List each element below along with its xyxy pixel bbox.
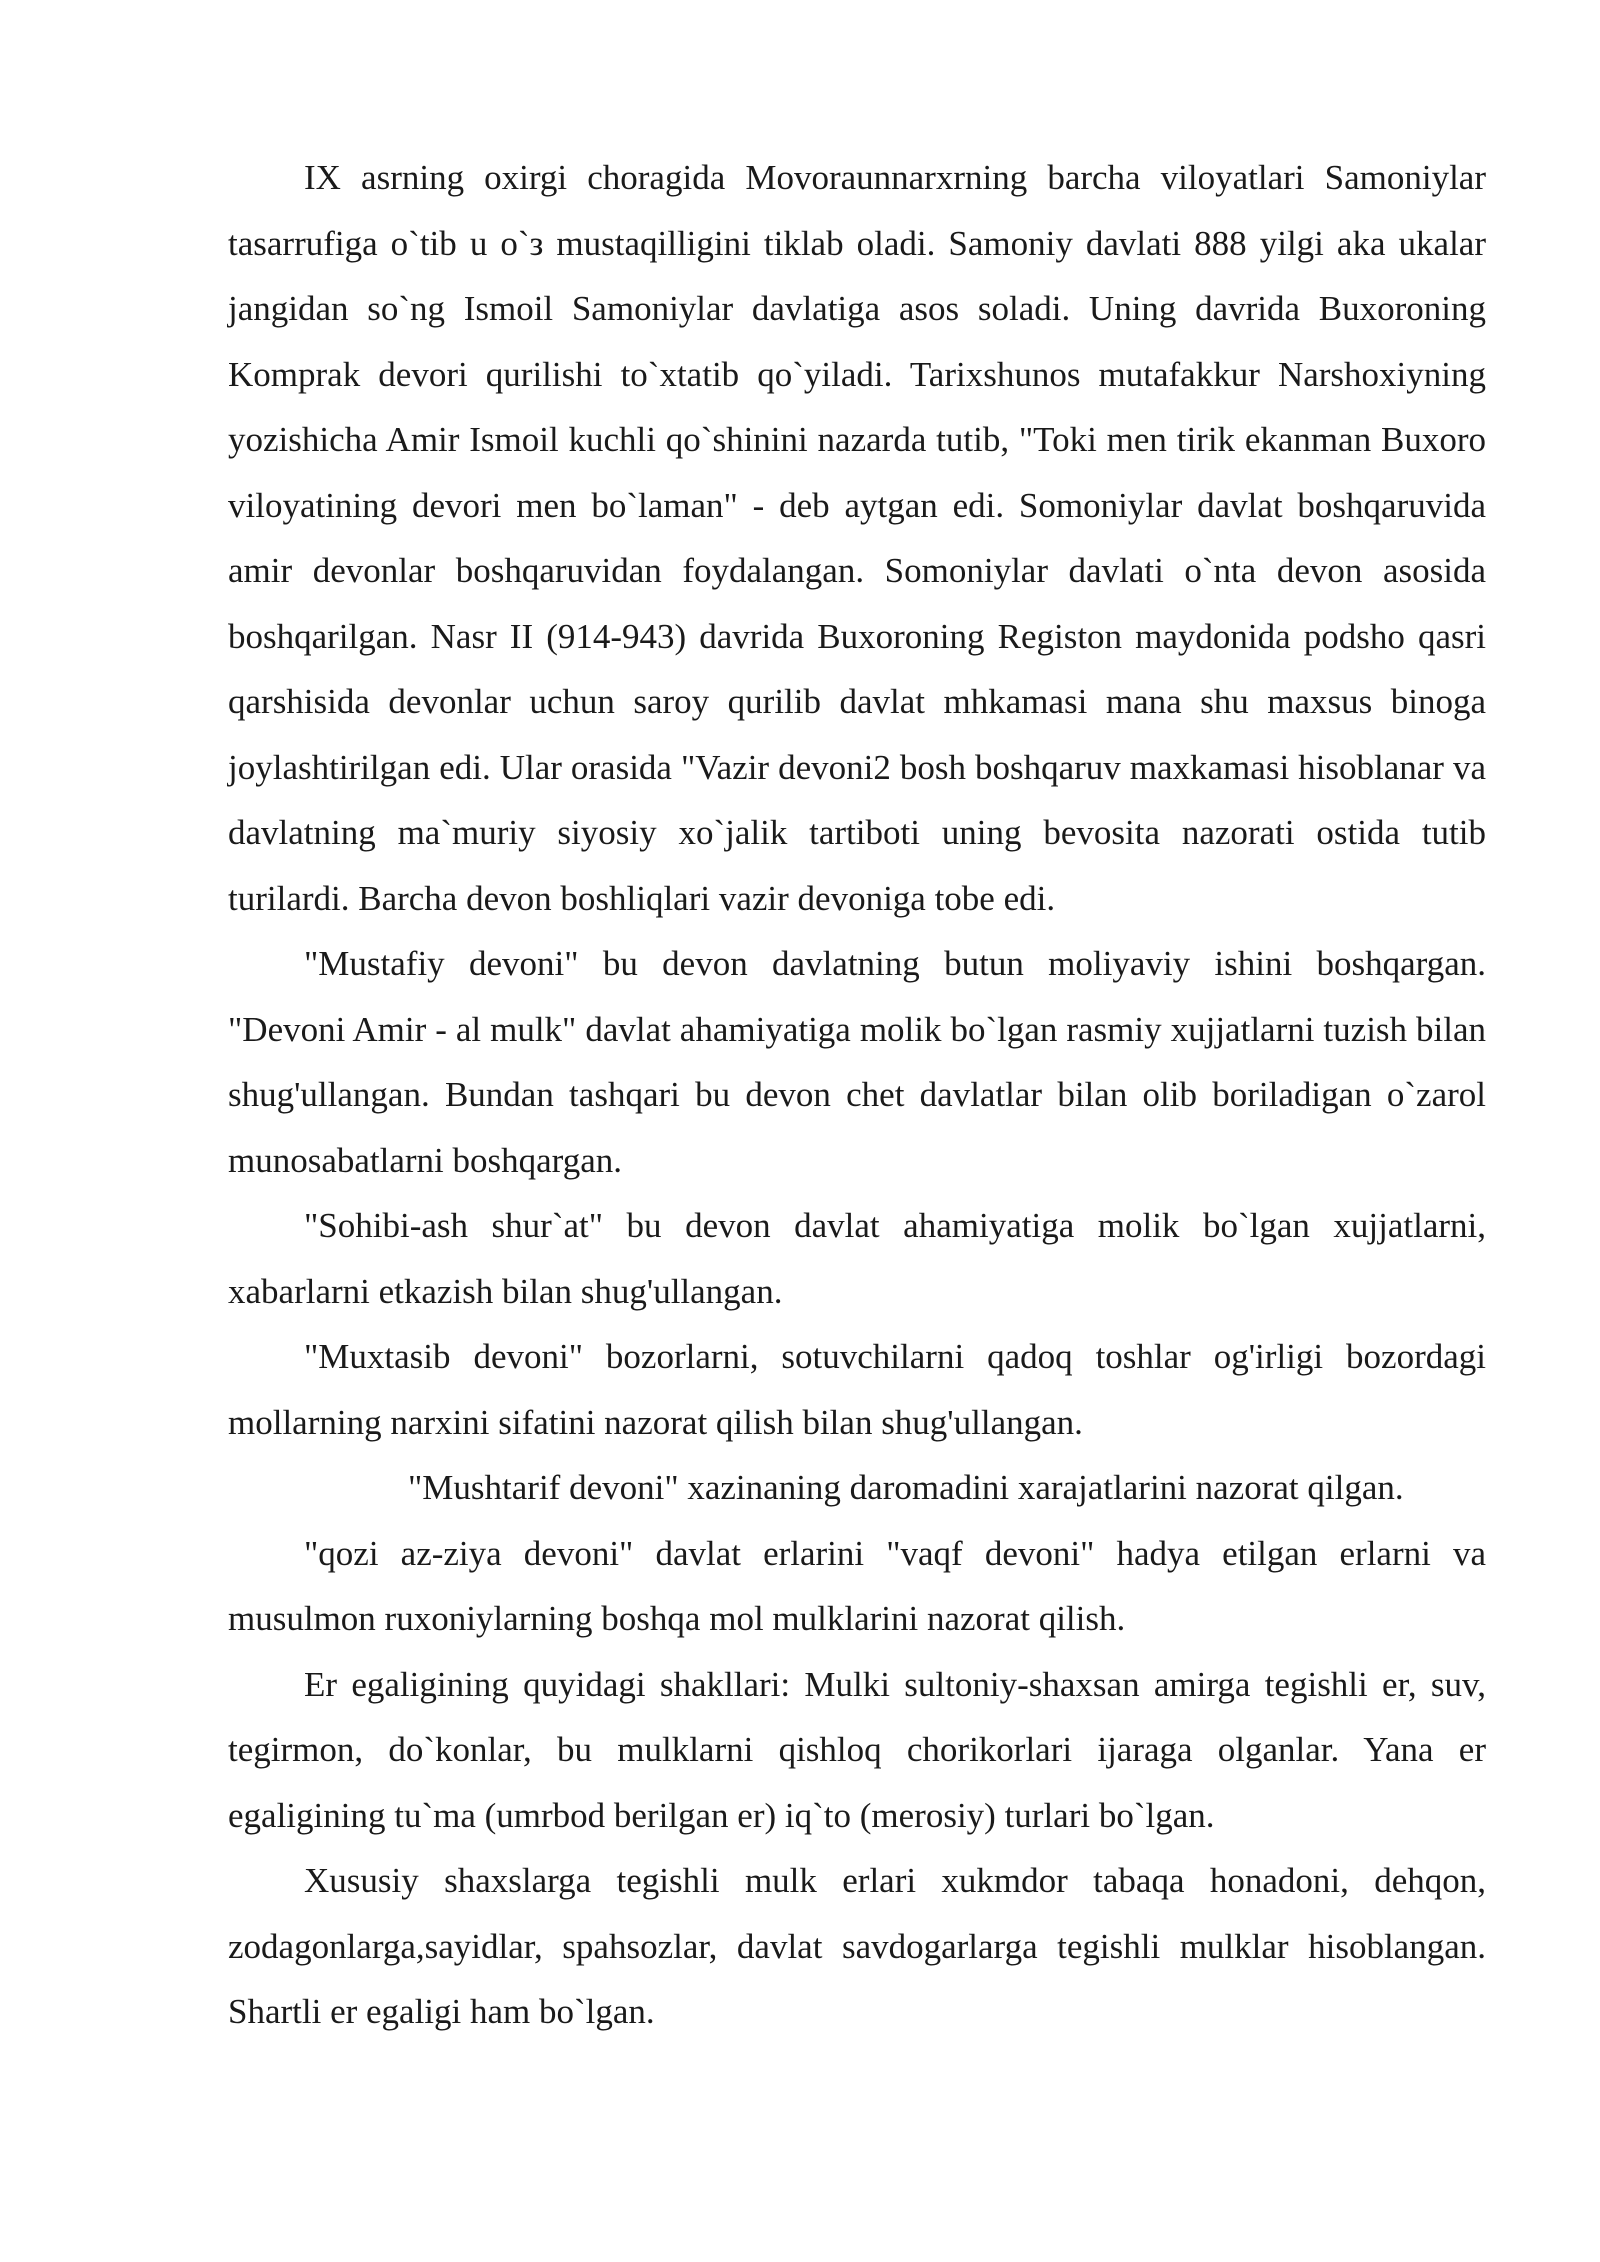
paragraph-mustafiy-devoni: "Mustafiy devoni" bu devon davlatning butun moliyaviy ishini boshqargan. "Devoni Amir - al mulk" davlat ahamiyatiga molik bo`lgan rasmiy xujjatlarni tuzish bilan shug'ullangan. Bundan tashqari bu devon chet davlatlar bilan olib boriladigan o`zarol munosabatlarni boshqargan.: [228, 944, 1486, 1180]
document-body: [228, 145, 1486, 2045]
paragraph-muxtasib-devoni: "Muxtasib devoni" bozorlarni, sotuvchilarni qadoq toshlar og'irligi bozordagi mollarning narxini sifatini nazorat qilish bilan shug'ullangan.: [228, 1337, 1486, 1442]
paragraph-samanids-intro: IX asrning oxirgi choragida Movoraunnarxrning barcha viloyatlari Samoniylar tasarrufiga o`tib u o`з mustaqilligini tiklab oladi. Samoniy davlati 888 yilgi aka ukalar jangidan so`ng Ismoil Samoniylar davlatiga asos soladi. Uning davrida Buxoroning Komprak devori qurilishi to`xtatib qo`yiladi. Tarixshunos mutafakkur Narshoxiyning yozishicha Amir Ismoil kuchli qo`shinini nazarda tutib, "Toki men tirik ekanman Buxoro viloyatining devori men bo`laman" - deb aytgan edi. Somoniylar davlat boshqaruvida amir devonlar boshqaruvidan foydalangan. Somoniylar davlati o`nta devon asosida boshqarilgan. Nasr II (914-943) davrida Buxoroning Registon maydonida podsho qasri qarshisida devonlar uchun saroy qurilib davlat mhkamasi mana shu maxsus binoga joylashtirilgan edi. Ular orasida "Vazir devoni2 bosh boshqaruv maxkamasi hisoblanar va davlatning ma`muriy siyosiy xo`jalik tartiboti uning bevosita nazorati ostida tutib turilardi. Barcha devon boshliqlari vazir devoniga tobe edi.: [228, 158, 1486, 918]
paragraph-qozi-az-ziya-devoni: "qozi az-ziya devoni" davlat erlarini "vaqf devoni" hadya etilgan erlarni va musulmon ruxoniylarning boshqa mol mulklarini nazorat qilish.: [228, 1533, 1486, 1638]
paragraph-mushtarif-devoni: "Mushtarif devoni" xazinaning daromadini xarajatlarini nazorat qilgan.: [408, 1468, 1404, 1507]
paragraph-private-land: Xususiy shaxslarga tegishli mulk erlari xukmdor tabaqa honadoni, dehqon, zodagonlarga,sayidlar, spahsozlar, davlat savdogarlarga tegishli mulklar hisoblangan. Shartli er egaligi ham bo`lgan.: [228, 1861, 1486, 2031]
paragraph-sohibi-ash-shurat: "Sohibi-ash shur`at" bu devon davlat ahamiyatiga molik bo`lgan xujjatlarni, xabarlarni etkazish bilan shug'ullangan.: [228, 1206, 1486, 1311]
paragraph-land-ownership: Er egaligining quyidagi shakllari: Mulki sultoniy-shaxsan amirga tegishli er, suv, tegirmon, do`konlar, bu mulklarni qishloq chorikorlari ijaraga olganlar. Yana er egaligining tu`ma (umrbod berilgan er) iq`to (merosiy) turlari bo`lgan.: [228, 1664, 1486, 1835]
